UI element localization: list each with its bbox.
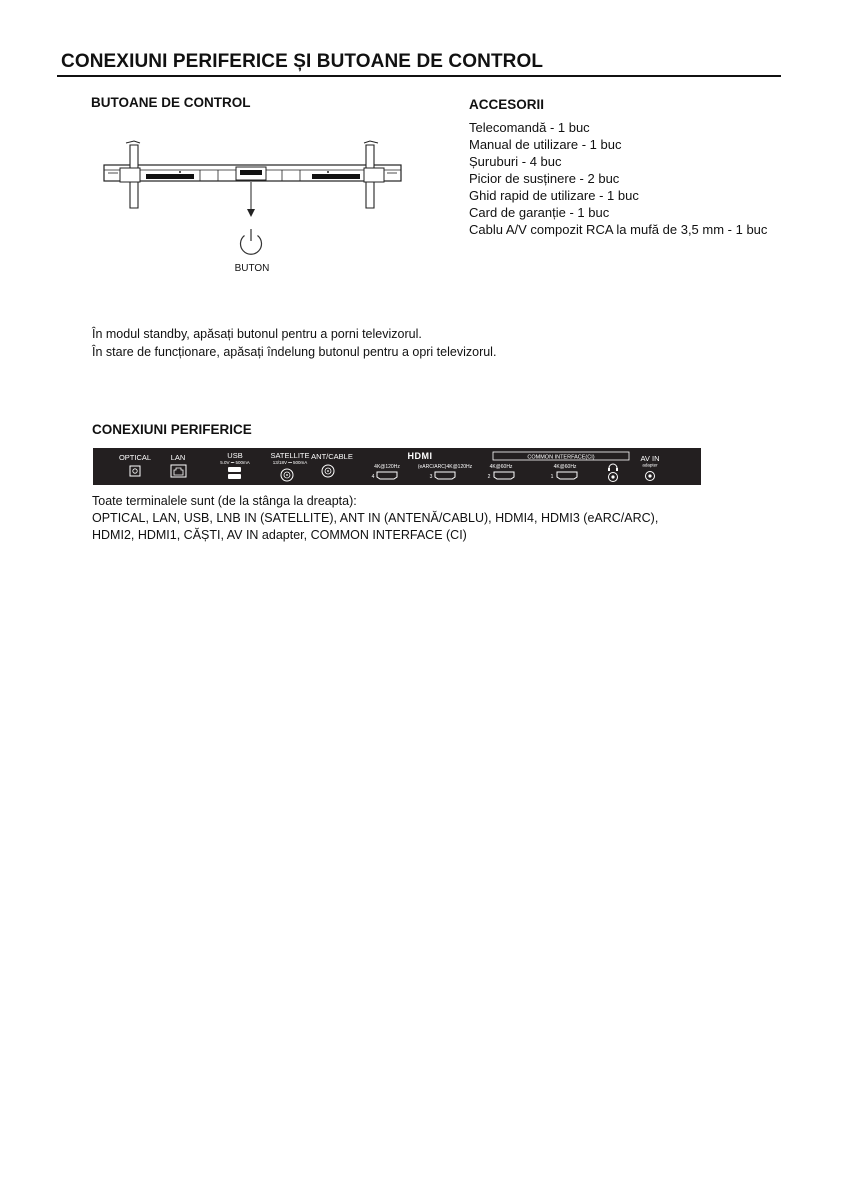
list-item: Manual de utilizare - 1 buc: [469, 137, 622, 152]
usb-label: USB: [227, 451, 243, 460]
list-item: Șuruburi - 4 buc: [469, 154, 562, 169]
list-item: Picior de susținere - 2 buc: [469, 171, 620, 186]
power-off-note: În stare de funcționare, apăsați îndelung butonul pentru a opri televizorul.: [92, 345, 497, 359]
list-item: Telecomandă - 1 buc: [469, 120, 590, 135]
hdmi1-spec: 4K@60Hz: [553, 464, 577, 470]
tv-bottom-diagram: [100, 140, 405, 275]
list-item: Card de garanție - 1 buc: [469, 205, 610, 220]
hdmi4-number: 4: [371, 474, 375, 480]
control-buttons-heading: BUTOANE DE CONTROL: [91, 95, 251, 110]
lan-label: LAN: [170, 453, 186, 462]
hdmi3-number: 3: [429, 474, 433, 480]
satellite-rating: 13/18V ⎓ 500mA: [272, 460, 308, 465]
av-in-sub-label: adapter: [642, 462, 658, 468]
hdmi2-number: 2: [487, 474, 491, 480]
standby-note: În modul standby, apăsați butonul pentru a porni televizorul.: [92, 327, 422, 341]
hdmi2-spec: 4K@60Hz: [489, 464, 513, 470]
hdmi1-number: 1: [550, 474, 554, 480]
optical-label: OPTICAL: [118, 453, 152, 462]
satellite-label: SATELLITE: [270, 451, 310, 460]
accessories-list: [469, 119, 767, 238]
hdmi3-spec: (eARC/ARC)4K@120Hz: [417, 464, 473, 470]
title-rule: [57, 75, 781, 77]
power-icon: [240, 229, 261, 254]
hdmi4-spec: 4K@120Hz: [374, 464, 400, 470]
av-in-label: AV IN: [640, 454, 660, 463]
peripherals-heading: CONEXIUNI PERIFERICE: [92, 422, 252, 437]
terminals-intro: Toate terminalele sunt (de la stânga la dreapta):: [92, 494, 357, 508]
connector-panel: [93, 448, 701, 485]
accessories-heading: ACCESORII: [469, 97, 545, 112]
terminals-list-line2: HDMI2, HDMI1, CĂȘTI, AV IN adapter, COMMON INTERFACE (CI): [92, 528, 467, 542]
arrow-down-icon: [247, 209, 255, 217]
list-item: Ghid rapid de utilizare - 1 buc: [469, 188, 639, 203]
right-speaker: [312, 174, 360, 179]
page-title: CONEXIUNI PERIFERICE ȘI BUTOANE DE CONTROL: [61, 51, 544, 72]
power-button-label: BUTON: [234, 263, 270, 274]
terminals-list-line1: OPTICAL, LAN, USB, LNB IN (SATELLITE), ANT IN (ANTENĂ/CABLU), HDMI4, HDMI3 (eARC/ARC),: [92, 511, 659, 525]
list-item: Cablu A/V compozit RCA la mufă de 3,5 mm - 1 buc: [469, 222, 768, 237]
hdmi-logo: HDMI: [407, 451, 433, 461]
ant-cable-label: ANT/CABLE: [311, 452, 353, 461]
left-speaker: [146, 174, 194, 179]
common-interface-label: COMMON INTERFACE(CI): [527, 454, 595, 461]
usb-rating: 5.0V ⎓ 500mA: [220, 460, 250, 465]
